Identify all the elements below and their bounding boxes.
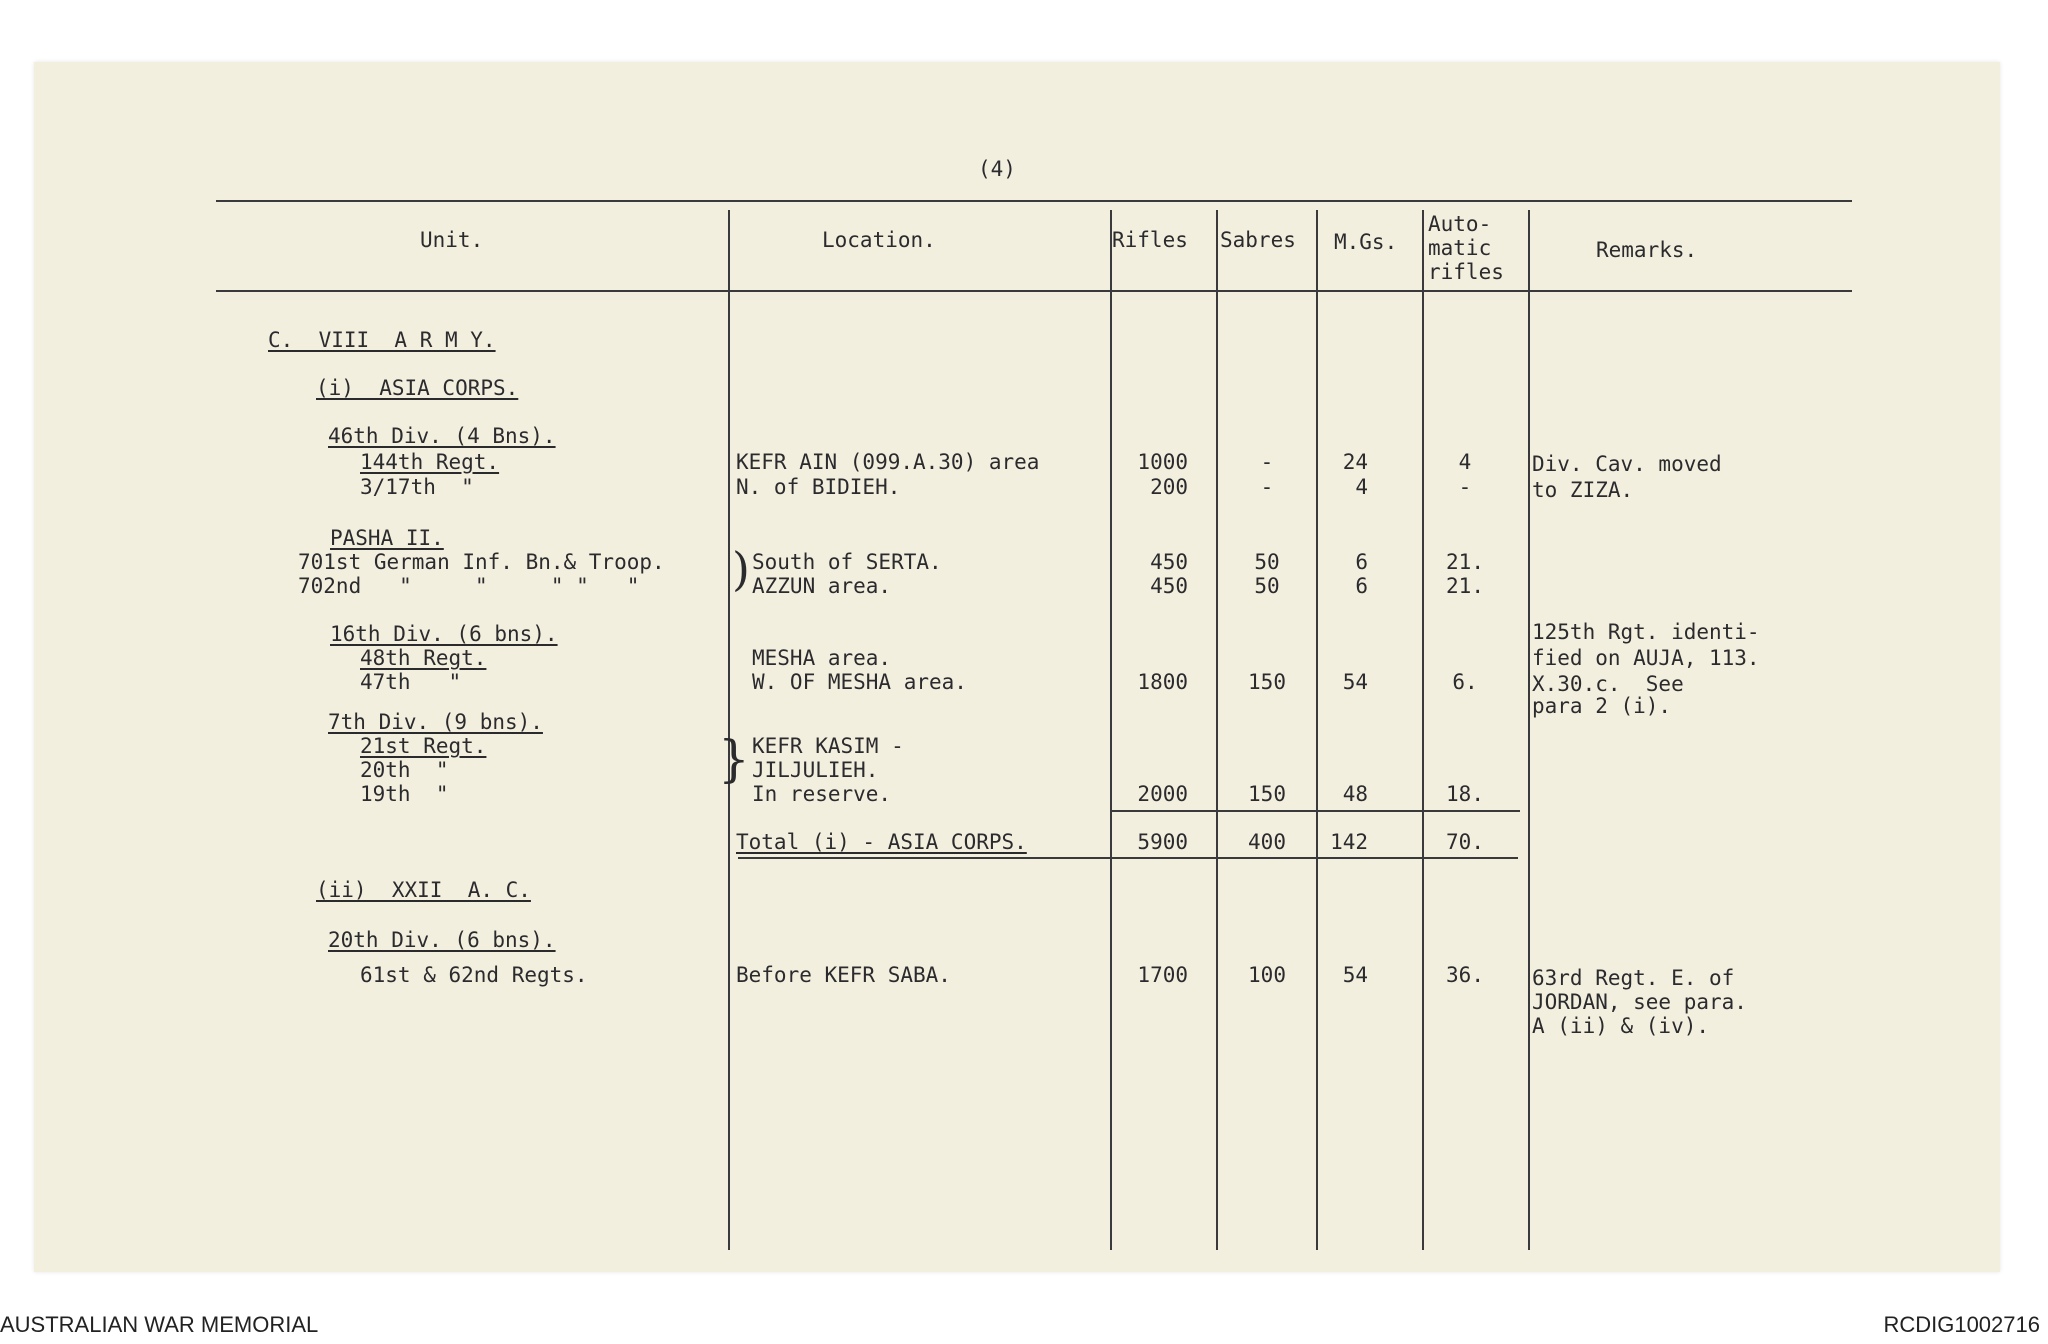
rifles-value: 450 [1150, 574, 1188, 598]
remark-125th-1: 125th Rgt. identi- [1532, 620, 1760, 644]
header-auto-1: Auto- [1428, 212, 1492, 236]
header-mgs: M.Gs. [1334, 230, 1398, 254]
total-top-rule [1112, 810, 1520, 812]
rifles-value: 200 [1150, 475, 1188, 499]
sabres-value: 100 [1248, 963, 1286, 987]
location-azzun: AZZUN area. [752, 574, 892, 598]
auto-value: 21. [1446, 574, 1484, 598]
total-rifles: 5900 [1137, 830, 1188, 854]
div-46-heading: 46th Div. (4 Bns). [328, 424, 556, 448]
unit-61st-62nd: 61st & 62nd Regts. [360, 963, 588, 987]
auto-value: - [1458, 475, 1472, 499]
sabres-value: - [1260, 450, 1274, 474]
rifles-value: 1800 [1137, 670, 1188, 694]
location-kefr-ain: KEFR AIN (099.A.30) area [736, 450, 1040, 474]
unit-144th-regt: 144th Regt. [360, 450, 500, 474]
rifles-value: 1700 [1137, 963, 1188, 987]
location-kefr-kasim: KEFR KASIM - [752, 734, 904, 758]
location-mesha: MESHA area. [752, 646, 892, 670]
bracket-mark: ) [732, 542, 750, 596]
total-bottom-rule [738, 857, 1518, 859]
auto-value: 36. [1446, 963, 1484, 987]
remark-63rd-2: JORDAN, see para. [1532, 990, 1747, 1014]
sabres-value: 150 [1248, 782, 1286, 806]
unit-3-17th: 3/17th " [360, 475, 474, 499]
corps-xxii-heading: (ii) XXII A. C. [316, 878, 531, 902]
bracket-mark: } [718, 730, 750, 788]
total-auto: 70. [1446, 830, 1484, 854]
remark-div-cav-1: Div. Cav. moved [1532, 452, 1722, 476]
remark-div-cav-2: to ZIZA. [1532, 478, 1634, 502]
header-top-rule [216, 200, 1852, 202]
location-w-mesha: W. OF MESHA area. [752, 670, 967, 694]
footer-identifier: RCDIG1002716 [1883, 1312, 2040, 1337]
unit-701st: 701st German Inf. Bn.& Troop. [298, 550, 665, 574]
div-16-heading: 16th Div. (6 bns). [330, 622, 558, 646]
header-bottom-rule [216, 290, 1852, 292]
sabres-value: 50 [1254, 550, 1280, 574]
rifles-value: 450 [1150, 550, 1188, 574]
column-divider-rifles [1216, 210, 1218, 1250]
div-7-heading: 7th Div. (9 bns). [328, 710, 543, 734]
total-mgs: 142 [1330, 830, 1368, 854]
column-divider-auto [1528, 210, 1530, 1250]
total-label: Total (i) - ASIA CORPS. [736, 830, 1027, 854]
rifles-value: 1000 [1137, 450, 1188, 474]
mgs-value: 54 [1342, 670, 1368, 694]
location-serta: South of SERTA. [752, 550, 942, 574]
auto-value: 4 [1458, 450, 1472, 474]
rifles-value: 2000 [1137, 782, 1188, 806]
div-20-heading: 20th Div. (6 bns). [328, 928, 556, 952]
unit-21st-regt: 21st Regt. [360, 734, 487, 758]
auto-value: 6. [1452, 670, 1478, 694]
header-auto-2: matic [1428, 236, 1492, 260]
column-divider-mgs [1422, 210, 1424, 1250]
mgs-value: 6 [1355, 550, 1368, 574]
unit-48th-regt: 48th Regt. [360, 646, 487, 670]
sabres-value: 50 [1254, 574, 1280, 598]
mgs-value: 4 [1355, 475, 1368, 499]
header-auto-3: rifles [1428, 260, 1504, 284]
column-divider-location [1110, 210, 1112, 1250]
location-kefr-saba: Before KEFR SABA. [736, 963, 951, 987]
header-remarks: Remarks. [1596, 238, 1698, 262]
mgs-value: 54 [1342, 963, 1368, 987]
unit-47th: 47th " [360, 670, 462, 694]
location-in-reserve: In reserve. [752, 782, 892, 806]
header-sabres: Sabres [1220, 228, 1296, 252]
auto-value: 21. [1446, 550, 1484, 574]
remark-63rd-1: 63rd Regt. E. of [1532, 966, 1735, 990]
unit-20th: 20th " [360, 758, 449, 782]
remark-125th-3: X.30.c. See [1532, 672, 1684, 696]
remark-125th-4: para 2 (i). [1532, 694, 1672, 718]
footer-source: AUSTRALIAN WAR MEMORIAL [0, 1312, 319, 1337]
page-number: (4) [978, 157, 1016, 181]
auto-value: 18. [1446, 782, 1484, 806]
remark-63rd-3: A (ii) & (iv). [1532, 1014, 1710, 1038]
location-bidieh: N. of BIDIEH. [736, 475, 901, 499]
location-jiljulieh: JILJULIEH. [752, 758, 879, 782]
header-unit: Unit. [420, 228, 484, 252]
pasha-heading: PASHA II. [330, 526, 444, 550]
unit-702nd: 702nd " " " " " [298, 574, 640, 598]
mgs-value: 6 [1355, 574, 1368, 598]
army-title: C. VIII A R M Y. [268, 328, 496, 352]
mgs-value: 24 [1342, 450, 1368, 474]
corps-asia-heading: (i) ASIA CORPS. [316, 376, 519, 400]
column-divider-sabres [1316, 210, 1318, 1250]
header-rifles: Rifles [1112, 228, 1188, 252]
header-location: Location. [822, 228, 936, 252]
remark-125th-2: fied on AUJA, 113. [1532, 646, 1760, 670]
total-sabres: 400 [1248, 830, 1286, 854]
sabres-value: 150 [1248, 670, 1286, 694]
unit-19th: 19th " [360, 782, 449, 806]
sabres-value: - [1260, 475, 1274, 499]
mgs-value: 48 [1342, 782, 1368, 806]
